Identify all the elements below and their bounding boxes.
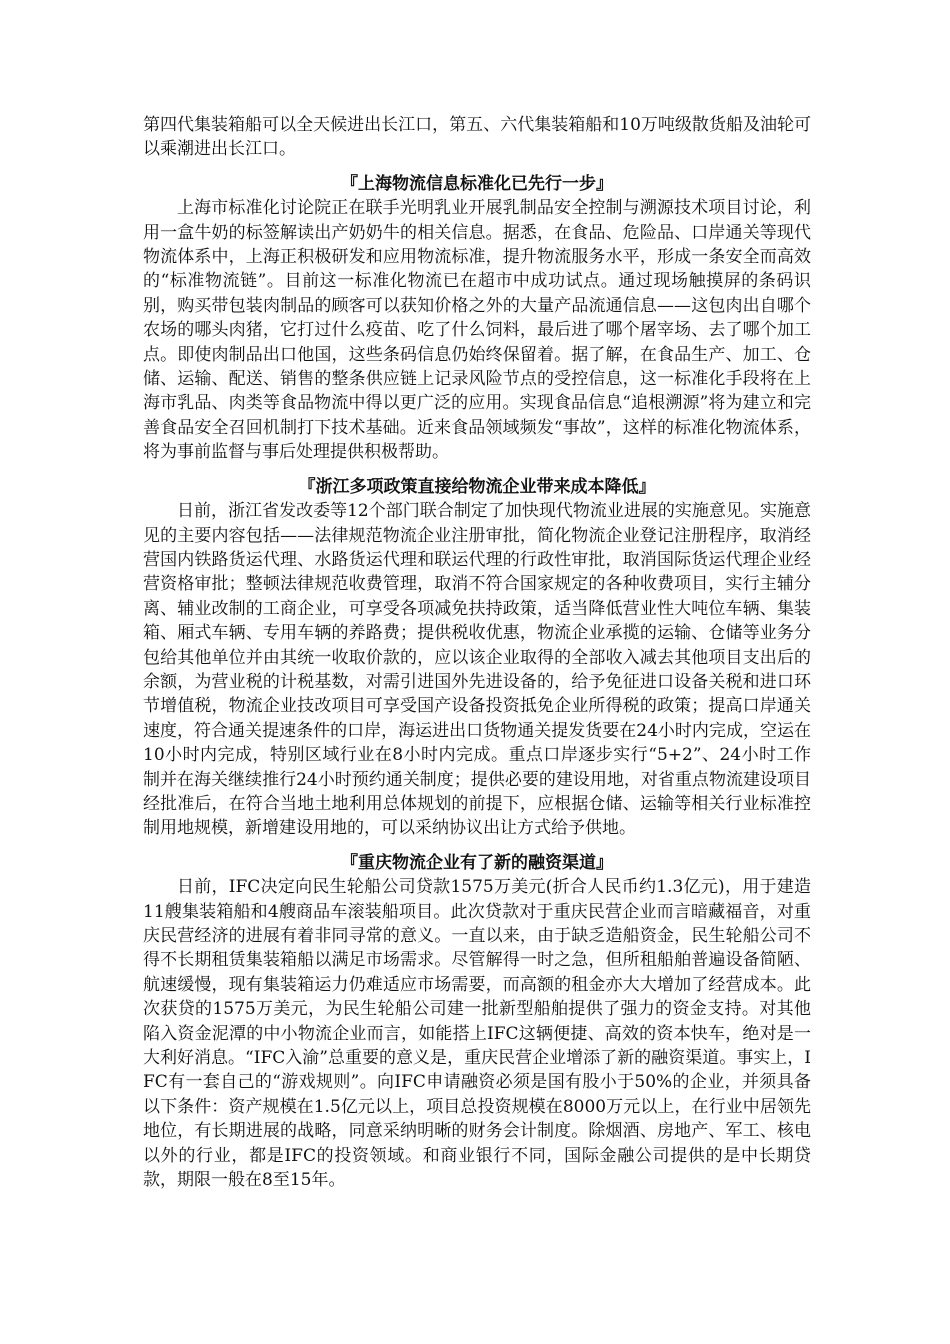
section-chongqing [143, 851, 811, 1193]
section-body-zhejiang: 日前，浙江省发改委等12个部门联合制定了加快现代物流业进展的实施意见。实施意见的主要内容包括——法律规范物流企业注册审批，简化物流企业登记注册程序，取消经营国内铁路货运代理、水路货运代理和联运代理的行政性审批，取消国际货运代理企业经营资格审批；整顿法律规范收费管理，取消不符合国家规定的各种收费项目，实行主辅分离、辅业改制的工商企业，可享受各项减免扶持政策，适当降低营业性大吨位车辆、集装箱、厢式车辆、专用车辆的养路费；提供税收优惠，物流企业承揽的运输、仓储等业务分包给其他单位并由其统一收取价款的，应以该企业取得的全部收入减去其他项目支出后的余额，为营业税的计税基数，对需引进国外先进设备的，给予免征进口设备关税和进口环节增值税，物流企业技改项目可享受国产设备投资抵免企业所得税的政策；提高口岸通关速度，符合通关提速条件的口岸，海运进出口货物通关提发货要在24小时内完成，空运在10小时内完成，特别区域行业在8小时内完成。重点口岸逐步实行“5+2”、24小时工作制并在海关继续推行24小时预约通关制度；提供必要的建设用地，对省重点物流建设项目经批准后，在符合当地土地利用总体规划的前提下，应根据仓储、运输等相关行业标准控制用地规模，新增建设用地的，可以采纳协议出让方式给予供地。 [143, 501, 811, 839]
section-shanghai [143, 172, 811, 465]
intro-paragraph: 第四代集装箱船可以全天候进出长江口，第五、六代集装箱船和10万吨级散货船及油轮可以乘潮进出长江口。 [143, 115, 811, 160]
section-body-chongqing: 日前，IFC决定向民生轮船公司贷款1575万美元(折合人民币约1.3亿元)，用于建造11艘集装箱船和4艘商品车滚装船项目。此次贷款对于重庆民营企业而言暗藏福音，对重庆民营经济的进展有着非同寻常的意义。一直以来，由于缺乏造船资金，民生轮船公司不得不长期租赁集装箱船以满足市场需求。尽管解得一时之急，但所租船舶普遍设备简陋、航速缓慢，现有集装箱运力仍难适应市场需要，而高额的租金亦大大增加了经营成本。此次获贷的1575万美元，为民生轮船公司建一批新型船舶提供了强力的资金支持。对其他陷入资金泥潭的中小物流企业而言，如能搭上IFC这辆便捷、高效的资本快车，绝对是一大利好消息。“IFC入渝”总重要的意义是，重庆民营企业增添了新的融资渠道。事实上，IFC有一套自己的“游戏规则”。向IFC申请融资必须是国有股小于50%的企业，并须具备以下条件：资产规模在1.5亿元以上，项目总投资规模在8000万元以上，在行业中居领先地位，有长期进展的战略，同意采纳明晰的财务会计制度。除烟酒、房地产、军工、核电以外的行业，都是IFC的投资领域。和商业银行不同，国际金融公司提供的是中长期贷款，期限一般在8至15年。 [143, 877, 811, 1191]
section-heading-shanghai: 『上海物流信息标准化已先行一步』 [341, 173, 613, 194]
section-heading-zhejiang: 『浙江多项政策直接给物流企业带来成本降低』 [298, 476, 656, 497]
section-zhejiang [143, 475, 811, 841]
section-heading-chongqing: 『重庆物流企业有了新的融资渠道』 [341, 852, 613, 873]
document-page [143, 113, 811, 1192]
section-body-shanghai: 上海市标准化讨论院正在联手光明乳业开展乳制品安全控制与溯源技术项目讨论，利用一盒牛奶的标签解读出产奶奶牛的相关信息。据悉，在食品、危险品、口岸通关等现代物流体系中，上海正积极研发和应用物流标准，提升物流服务水平，形成一条安全而高效的“标准物流链”。目前这一标准化物流已在超市中成功试点。通过现场触摸屏的条码识别，购买带包装肉制品的顾客可以获知价格之外的大量产品流通信息——这包肉出自哪个农场的哪头肉猪，它打过什么疫苗、吃了什么饲料，最后进了哪个屠宰场、去了哪个加工点。即使肉制品出口他国，这些条码信息仍始终保留着。据了解，在食品生产、加工、仓储、运输、配送、销售的整条供应链上记录风险节点的受控信息，这一标准化手段将在上海市乳品、肉类等食品物流中得以更广泛的应用。实现食品信息“追根溯源”将为建立和完善食品安全召回机制打下技术基础。近来食品领域频发“事故”，这样的标准化物流体系，将为事前监督与事后处理提供积极帮助。 [143, 198, 811, 463]
